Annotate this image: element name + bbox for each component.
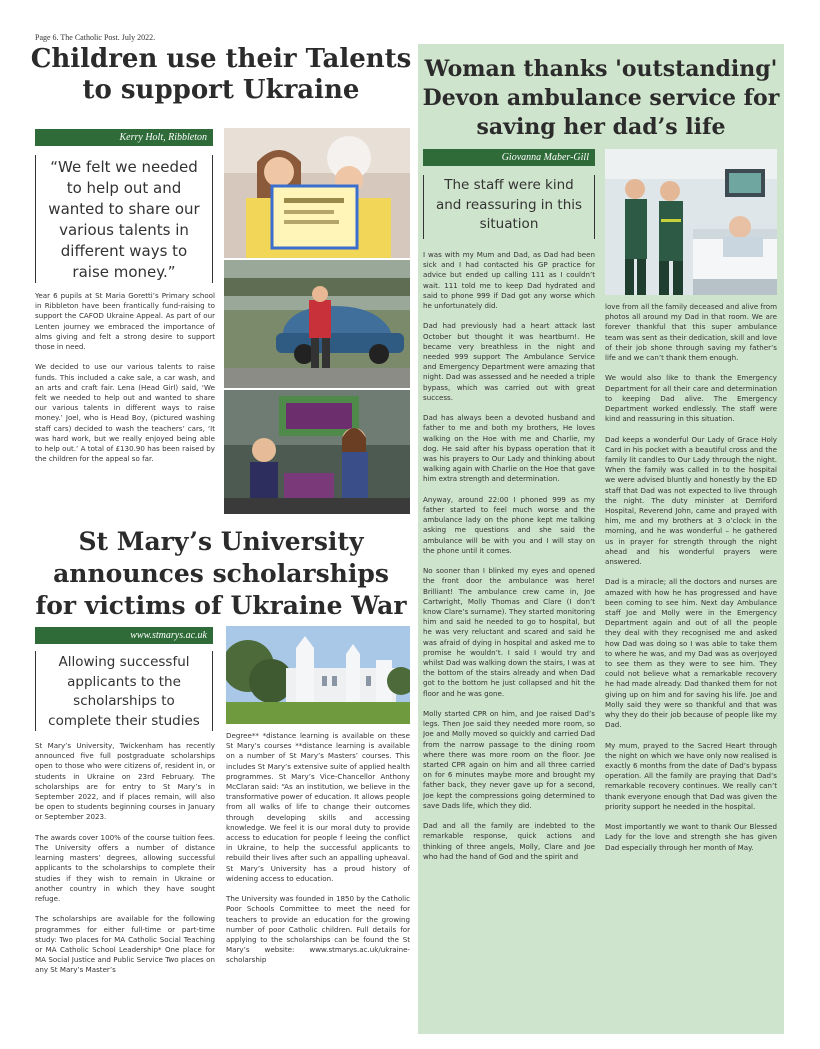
- article2-body-column-1: [35, 741, 215, 1037]
- article1-paragraph: Year 6 pupils at St Maria Goretti’s Primary school in Ribbleton have been frantically fund-raising to support the CAFOD Ukraine Appeal. As part of our Lenten journey we embraced the importance of alms giving and felt a strong desire to support those in need.: [35, 291, 215, 352]
- article1-headline: Children use their Talents to support Ukraine: [30, 44, 412, 105]
- article2-headline: St Mary’s University announces scholarships for victims of Ukraine War: [35, 527, 407, 620]
- article3-paragraph: Dad and all the family are indebted to the remarkable response, quick actions and thinking of three angels, Molly, Clare and Joe who had the hand of God and the spirit and: [423, 821, 595, 861]
- article3-photo-hospital: [605, 149, 777, 295]
- article2-pull-quote: Allowing successful applicants to the scholarships to complete their studies: [35, 651, 213, 731]
- article3-paragraph: Dad had previously had a heart attack last October but thought it was heartburn!. He became very breathless in the night and needed 999 support The Ambulance Service and Emergency Department were amazing that night. Dad was assessed and he needed a triple bypass, which was carried out with great success.: [423, 321, 595, 402]
- article3-pull-quote: The staff were kind and reassuring in this situation: [423, 175, 595, 239]
- article2-paragraph: The awards cover 100% of the course tuition fees. The University offers a number of distance learning masters’ degrees, allowing successful applicants to the scholarships to complete their studies if they wish to remain in Ukraine or another country in which they have sought refuge.: [35, 832, 215, 904]
- article3-paragraph: Dad keeps a wonderful Our Lady of Grace Holy Card in his pocket with a beautiful cross and the family lit candles to Our Lady through the night. When the family was called in to the hospital we were advised bluntly and honestly by the ED staff that Dad was not expected to live through the night. The duty minister at Derriford Hospital, Reverend John, came and prayed with him, me and my brothers at 3 o’clock in the morning, and he was wonderful – he gathered us in prayer for strength through the night ahead and his wonderful prayers were answered.: [605, 434, 777, 567]
- article3-body-column-2: [605, 302, 777, 1034]
- article2-photo-strawberry-hill-house: [226, 626, 410, 724]
- article3-paragraph: We would also like to thank the Emergency Department for all their care and determination to keeping Dad alive. The Emergency Department worked endlessly. The staff were kind and reassuring in this situation.: [605, 373, 777, 424]
- article3-paragraph: Dad has always been a devoted husband and father to me and both my brothers, He loves walking on the Hoe with me and Charlie, my dog. He said after his bypass operation that it was his prayers to Our Lady and thinking about walking again with Charlie on the Hoe that gave him extra strength and determination.: [423, 413, 595, 484]
- article3-paragraph: No sooner than I blinked my eyes and opened the front door the ambulance was here! Brilliant! The ambulance crew came in, Joe Cartwright, Molly Thomas and Clare (I don’t know Clare’s surname). They started monitoring him and said he needed to go to hospital, but he was very reluctant and scared and said he was afraid of dying in hospital and asked me to promise he wouldn’t. I said I would try and whilst Dad was walking down the stairs, I was at the bottom of the stairs already and when Dad got to the bottom he just collapsed and hit the floor and he was gone.: [423, 566, 595, 698]
- page-folio: Page 6. The Catholic Post. July 2022.: [35, 33, 156, 42]
- article3-paragraph: Most importantly we want to thank Our Blessed Lady for the love and strength she has given Dad especially through her month of May.: [605, 822, 777, 852]
- article2-body-column-2: [226, 731, 410, 1037]
- article3-paragraph: Anyway, around 22:00 I phoned 999 as my father started to feel much worse and the ambulance lady on the phone kept me talking asking me questions and she said the ambulance will be with you and I will stay on the phone until it comes.: [423, 494, 595, 555]
- article3-paragraph: Dad is a miracle; all the doctors and nurses are amazed with how he has progressed and have been coming to see him. Next day Ambulance staff Joe and Molly were in the Emergency Department again and out of all the people they deal with they recognised me and asked how Dad was doing so I was able to take them to where he was, and my Dad was as overjoyed to see them as they were to see him. They could not believe what a remarkable recovery he had made already. Dad thanked them for not giving up on him and for saving his life. Joe and Molly said they were so thankful and that was why they do their job because of people like my Dad.: [605, 577, 777, 730]
- article1-body: [35, 291, 215, 516]
- article3-byline: Giovanna Maber-Gill: [423, 149, 595, 166]
- article3-headline: Woman thanks 'outstanding' Devon ambulance service for saving her dad’s life: [422, 56, 780, 140]
- article3-body-column-1: [423, 250, 595, 1034]
- article2-paragraph: The scholarships are available for the following programmes for either full-time or part-time study: Two places for MA Catholic Social Teaching or MA Catholic School Leadership* One place for MA Social Justice and Public Service Two places on any St Mary’s Master’s: [35, 914, 215, 975]
- article3-paragraph: Molly started CPR on him, and Joe raised Dad’s legs. Then Joe said they needed more room, so Joe and Molly moved so quickly and carried Dad from the narrow passage to the dining room where there was more room on the floor. Joe started CPR again on him and all three carried on for 6 minutes maybe more and brought my father back, they never gave up for a second, Joe kept the compressions going determined to save Dads life, which they did.: [423, 709, 595, 810]
- article2-paragraph: Degree** *distance learning is available on these St Mary’s courses **distance learning is available on a number of St Mary’s Masters’ courses. This includes St Mary’s extensive suite of applied health programmes. St Mary’s Vice-Chancellor Anthony McClaran said: “As an institution, we believe in the transformative power of education. It allows people from all walks of life to change their outcomes through developing skills and accessing knowledge. We feel it is our moral duty to provide access to education for people f leeing the conflict in Ukraine, to help the successful applicants to rebuild their lives after such an appalling upheaval. St Mary’s University has a proud history of widening access to education.: [226, 731, 410, 883]
- article2-paragraph: St Mary’s University, Twickenham has recently announced five full postgraduate scholarships open to those who were citizens of, resident in, or students in Ukraine on 23rd February. The scholarships are for entry to St Mary’s in September 2022, and if places remain, will also be open to students beginning courses in January or September 2023.: [35, 741, 215, 822]
- article3-paragraph: My mum, prayed to the Sacred Heart through the night on which we have only now realised is exactly 6 months from the date of Dad’s bypass operation. All the family are praying that Dad’s remarkable recovery continues. We really can’t thank everyone enough that Dad was given the priority support he needed in the hospital.: [605, 740, 777, 811]
- article2-paragraph: The University was founded in 1850 by the Catholic Poor Schools Committee to meet the need for teachers to provide an education for the growing number of poor Catholic children. Full details for applying to the scholarships can be found the St Mary’s website: www.stmarys.ac.uk/ukraine-scholarship: [226, 894, 410, 965]
- article1-paragraph: We decided to use our various talents to raise funds. This included a cake sale, a car wash, and an arts and craft fair. Lena (Head Girl) said, ‘We felt we needed to help out and wanted to share our various talents in different ways to raise money.’ Joel, who is Head Boy, (pictured washing staff cars) decided to wash the teachers’ cars, ‘It was hard work, but we really enjoyed being able to help out.’ A total of £130.90 has been raised by the children for the appeal so far.: [35, 362, 215, 464]
- article3-paragraph: I was with my Mum and Dad, as Dad had been sick and I had contacted his GP practice for advice but ended up calling 111 as I couldn’t wait. 111 told me to keep Dad hydrated and said to phone 999 if Dad got any worse which he unfortunately did.: [423, 250, 595, 311]
- article1-photo-collage: [224, 128, 410, 514]
- article1-pull-quote: “We felt we needed to help out and wanted to share our various talents in different ways to raise money.”: [35, 155, 213, 283]
- article3-paragraph: love from all the family deceased and alive from photos all around my Dad in that room. We are forever thankful that this super ambulance team was sent as their dedication, skill and love of their job shone through saving my father’s life and we can’t thank them enough.: [605, 302, 777, 363]
- article1-byline: Kerry Holt, Ribbleton: [35, 129, 213, 146]
- article2-byline: www.stmarys.ac.uk: [35, 627, 213, 644]
